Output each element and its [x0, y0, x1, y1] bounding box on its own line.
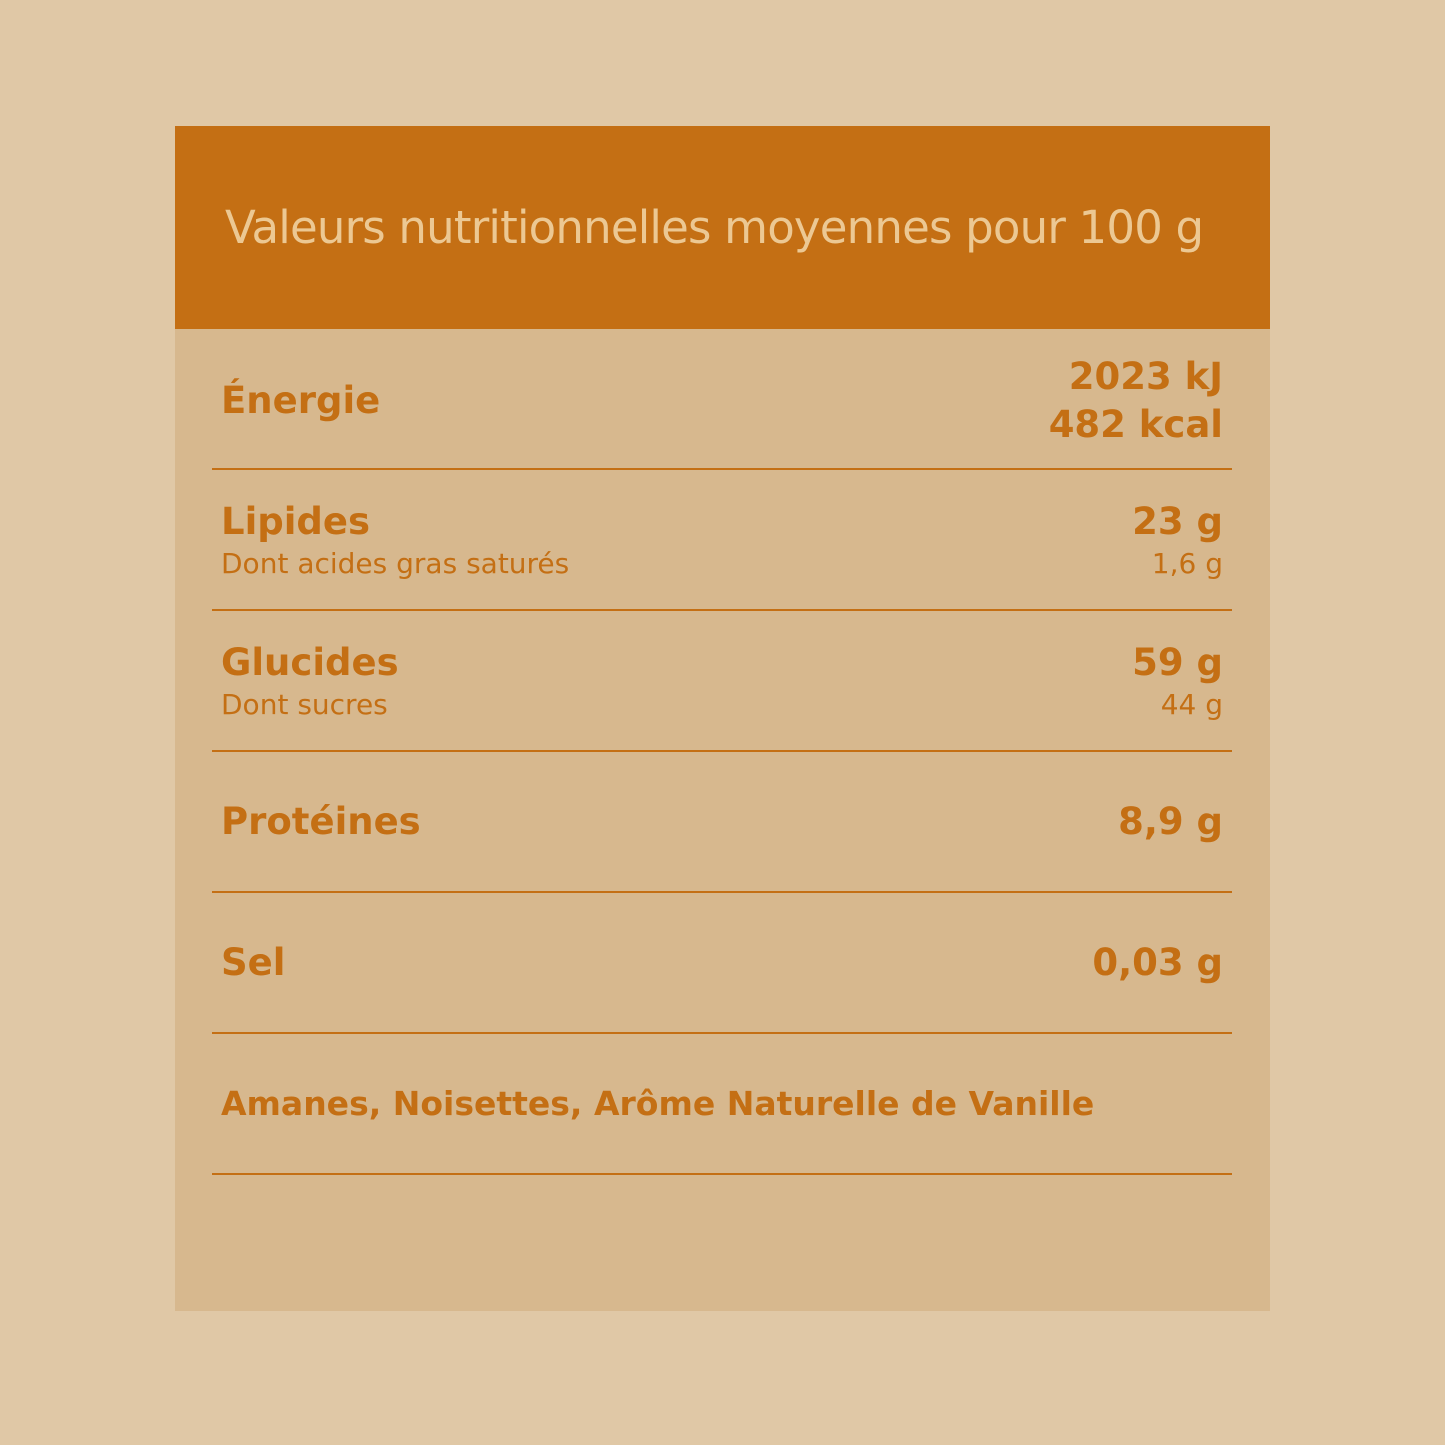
nutrition-card [175, 126, 1270, 1311]
glucides-value: 59 g [1132, 641, 1223, 684]
energy-label: Énergie [221, 379, 381, 422]
row-lipides [212, 470, 1232, 611]
row-sel [212, 893, 1232, 1034]
energy-kcal-value: 482 kcal [1048, 403, 1223, 446]
saturated-fat-label: Dont acides gras saturés [221, 547, 570, 580]
lipides-label: Lipides [221, 500, 371, 543]
glucides-label: Glucides [221, 641, 399, 684]
ingredients-text: Amanes, Noisettes, Arôme Naturelle de Vanille [221, 1084, 1095, 1123]
sel-value: 0,03 g [1092, 941, 1223, 984]
row-energy [212, 329, 1232, 470]
proteines-value: 8,9 g [1118, 800, 1223, 843]
proteines-label: Protéines [221, 800, 421, 843]
sel-label: Sel [221, 941, 286, 984]
nutrition-table [212, 329, 1232, 1175]
lipides-value: 23 g [1132, 500, 1223, 543]
card-header [175, 126, 1270, 329]
row-proteines [212, 752, 1232, 893]
row-glucides [212, 611, 1232, 752]
saturated-fat-value: 1,6 g [1151, 547, 1223, 580]
row-ingredients [212, 1034, 1232, 1175]
energy-kj-value: 2023 kJ [1068, 355, 1223, 398]
sugars-label: Dont sucres [221, 688, 388, 721]
sugars-value: 44 g [1160, 688, 1223, 721]
card-title: Valeurs nutritionnelles moyennes pour 100 g [225, 201, 1204, 254]
